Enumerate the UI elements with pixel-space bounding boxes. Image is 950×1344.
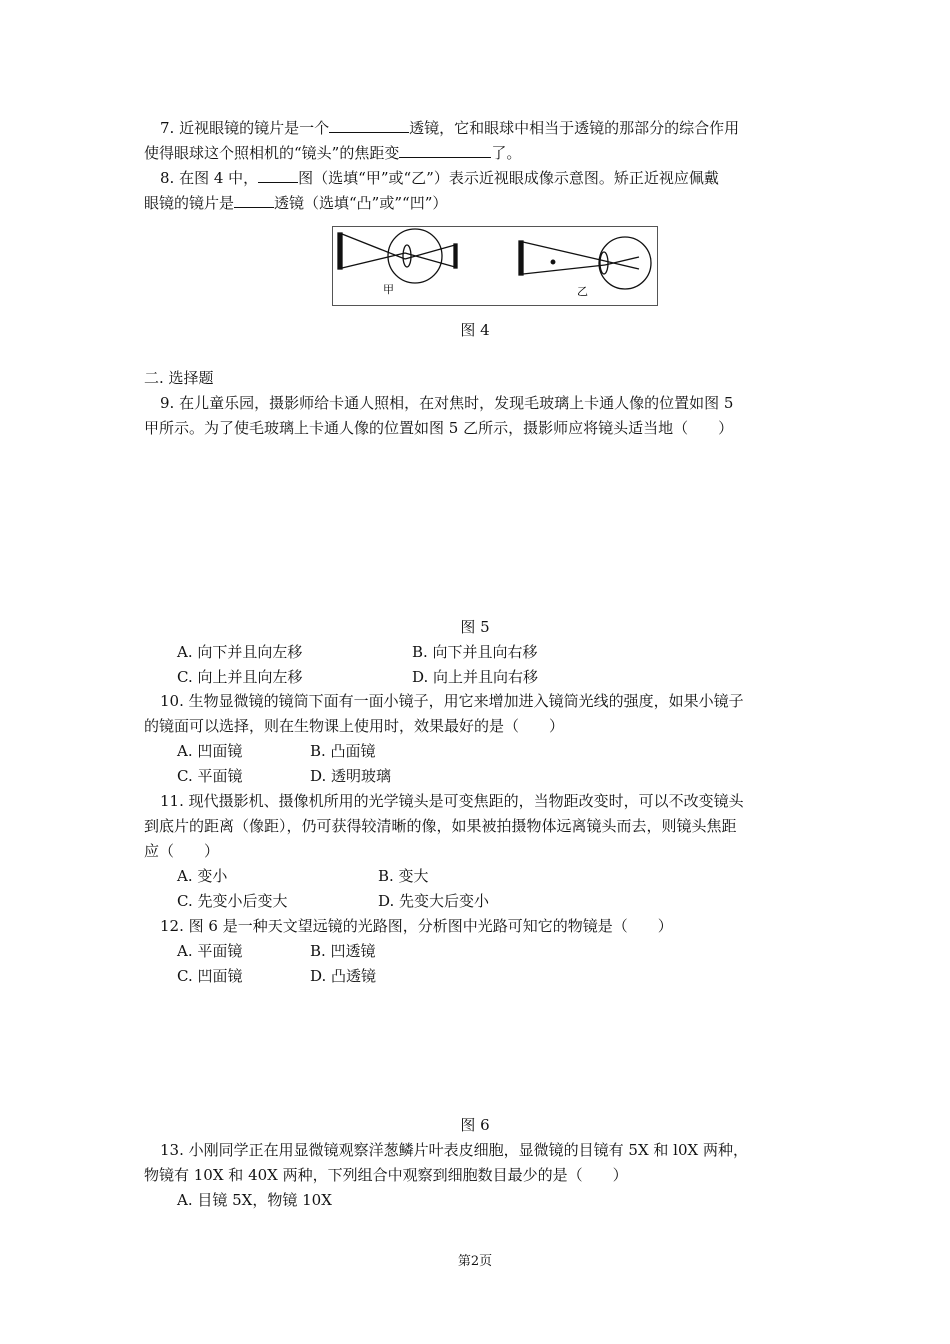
q13-line2: 物镜有 10X 和 40X 两种，下列组合中观察到细胞数目最少的是（ ）: [144, 1166, 628, 1184]
q13-option-a[interactable]: A. 目镜 5X，物镜 10X: [177, 1191, 332, 1209]
q8-line2: 眼镜的镜片是 透镜（选填“凸”或”“凹”）: [144, 194, 448, 212]
q7-blank-2[interactable]: [399, 143, 491, 158]
q10-line2: 的镜面可以选择，则在生物课上使用时，效果最好的是（ ）: [144, 717, 565, 735]
q10-option-d[interactable]: D. 透明玻璃: [310, 767, 392, 785]
q10-option-a[interactable]: A. 凹面镜: [177, 742, 243, 760]
q12-option-b[interactable]: B. 凹透镜: [310, 942, 376, 960]
q9-line2: 甲所示。为了使毛玻璃上卡通人像的位置如图 5 乙所示，摄影师应将镜头适当地（ ）: [144, 419, 734, 437]
section-heading: 二. 选择题: [144, 369, 214, 387]
eye-diagram-icon: [333, 227, 657, 305]
q9-option-a[interactable]: A. 向下并且向左移: [177, 643, 303, 661]
fig4-label-right: 乙: [577, 285, 588, 298]
q9-option-d[interactable]: D. 向上并且向右移: [412, 668, 539, 686]
q10-line1: 10. 生物显微镜的镜筒下面有一面小镜子，用它来增加进入镜筒光线的强度，如果小镜子: [160, 692, 744, 710]
q12-option-d[interactable]: D. 凸透镜: [310, 967, 377, 985]
q11-option-a[interactable]: A. 变小: [177, 867, 228, 885]
q12-line1: 12. 图 6 是一种天文望远镜的光路图，分析图中光路可知它的物镜是（ ）: [160, 917, 673, 935]
q11-option-c[interactable]: C. 先变小后变大: [177, 892, 288, 910]
q9-option-b[interactable]: B. 向下并且向右移: [412, 643, 538, 661]
q11-option-b[interactable]: B. 变大: [378, 867, 429, 885]
q10-option-c[interactable]: C. 平面镜: [177, 767, 243, 785]
q11-line1: 11. 现代摄影机、摄像机所用的光学镜头是可变焦距的，当物距改变时，可以不改变镜头: [160, 792, 744, 810]
q7-blank-1[interactable]: [329, 118, 409, 133]
figure-4: [332, 226, 658, 306]
q10-option-b[interactable]: B. 凸面镜: [310, 742, 376, 760]
q8-blank-2[interactable]: [234, 193, 274, 208]
q12-option-a[interactable]: A. 平面镜: [177, 942, 243, 960]
q12-option-c[interactable]: C. 凹面镜: [177, 967, 243, 985]
q8-line1: 8. 在图 4 中， 图（选填“甲”或“乙”）表示近视眼成像示意图。矫正近视应佩戴: [160, 169, 719, 187]
q13-line1: 13. 小刚同学正在用显微镜观察洋葱鳞片叶表皮细胞，显微镜的目镜有 5X 和 l0X 两种，: [160, 1141, 748, 1159]
q7-line2: 使得眼球这个照相机的“镜头”的焦距变 了。: [144, 144, 522, 162]
q9-line1: 9. 在儿童乐园，摄影师给卡通人照相，在对焦时，发现毛玻璃上卡通人像的位置如图 5: [160, 394, 734, 412]
q11-line2: 到底片的距离（像距），仍可获得较清晰的像，如果被拍摄物体远离镜头而去，则镜头焦距: [144, 817, 737, 835]
q11-line3: 应（ ）: [144, 842, 220, 860]
q7-line1: 7. 近视眼镜的镜片是一个 透镜，它和眼球中相当于透镜的那部分的综合作用: [160, 119, 740, 137]
fig5-caption: 图 5: [460, 618, 490, 636]
q9-option-c[interactable]: C. 向上并且向左移: [177, 668, 303, 686]
q11-option-d[interactable]: D. 先变大后变小: [378, 892, 490, 910]
page-number: 第2页: [457, 1254, 493, 1269]
q8-blank-1[interactable]: [258, 168, 298, 183]
fig6-caption: 图 6: [460, 1116, 490, 1134]
fig4-label-left: 甲: [383, 283, 394, 296]
fig4-caption: 图 4: [460, 321, 490, 339]
